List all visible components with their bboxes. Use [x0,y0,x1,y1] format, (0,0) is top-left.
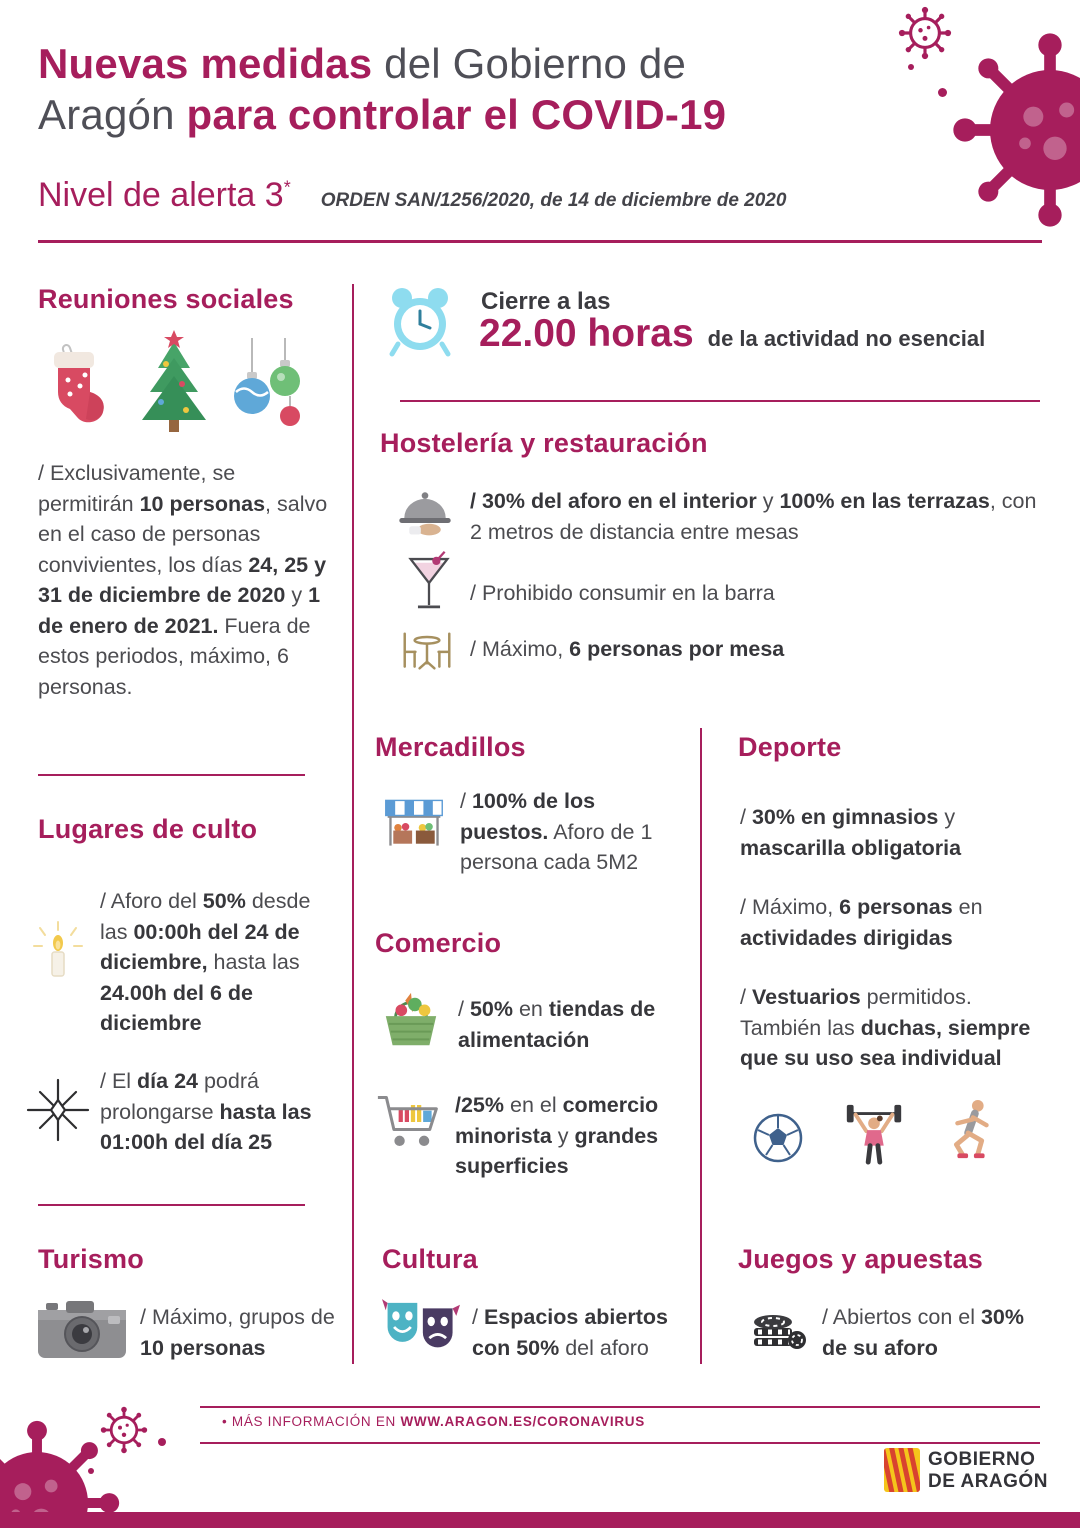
turismo-text: / Máximo, grupos de 10 personas [140,1305,335,1360]
market-stall-icon [382,792,446,854]
virus-icon [950,30,1080,230]
logo-line2: DE ARAGÓN [928,1470,1048,1492]
cocktail-icon [406,548,452,618]
page-title-line1: Nuevas medidas del Gobierno de [38,40,687,87]
alert-row [38,176,786,215]
comercio-item-1: / 50% en tiendas de alimentación [458,997,656,1052]
section-heading-hosteleria: Hostelería y restauración [380,428,708,458]
hosteleria-item-1: / 30% del aforo en el interior y 100% en las terrazas, con 2 metros de distancia entre mesas [470,489,1037,544]
reuniones-text: / Exclusivamente, se permitirán 10 personas, salvo en el caso de personas convivientes, los días 24, 25 y 31 de diciembre de 2020 y 1 de enero de 2021. Fuera de estos periodos, máximo, 6 personas. [38,461,328,699]
footer-rule-bottom [200,1442,1040,1444]
deporte-item-2: / Máximo, 6 personas en actividades dirigidas [740,895,983,950]
decor-dot [158,1438,166,1446]
section-heading-reuniones: Reuniones sociales [38,284,294,314]
camera-icon [36,1296,128,1362]
divider-vertical-left [352,284,354,1364]
culto-text-1: / Aforo del 50% desde las 00:00h del 24 de diciembre, hasta las 24.00h del 6 de diciembre [100,889,311,1036]
closing-tail: de la actividad no esencial [707,326,986,351]
section-heading-mercadillos: Mercadillos [375,732,526,762]
closing-lead: Cierre a las [481,288,611,315]
alert-level: Nivel de alerta 3* [38,176,291,214]
decor-dot [938,88,947,97]
closing-time-row [479,312,985,356]
divider [400,400,1040,402]
virus-outline-icon [898,6,952,60]
christmas-tree-icon [128,328,220,436]
divider [38,774,305,776]
section-heading-deporte: Deporte [738,732,842,762]
gobierno-aragon-logo [928,1449,1048,1493]
closing-time: 22.00 horas [479,312,694,355]
runner-icon [942,1098,1000,1164]
soccer-ball-icon [752,1112,804,1164]
alert-asterisk: * [283,177,291,198]
section-heading-turismo: Turismo [38,1244,144,1274]
decor-dot [908,64,914,70]
section-heading-comercio: Comercio [375,928,502,958]
divider-vertical-right [700,728,702,1364]
section-heading-culto: Lugares de culto [38,814,258,844]
christmas-baubles-icon [228,338,308,438]
bottom-bar [0,1512,1080,1528]
mercadillos-text: / 100% de los puestos. Aforo de 1 persona cada 5M2 [460,789,653,875]
shopping-cart-icon [376,1090,442,1154]
logo-line1: GOBIERNO [928,1449,1036,1470]
divider [38,1204,305,1206]
hosteleria-item-3: / Máximo, 6 personas por mesa [470,637,785,661]
footer-rule-top [200,1406,1040,1408]
christmas-stocking-icon [40,342,112,434]
alarm-clock-icon [382,282,458,358]
weightlifting-icon [842,1100,906,1166]
theater-masks-icon [382,1298,460,1356]
header-rule [38,240,1042,243]
deporte-item-3: / Vestuarios permitidos. También las duchas, siempre que su uso sea individual [740,985,1031,1071]
deporte-item-1: / 30% en gimnasios y mascarilla obligatoria [740,805,962,860]
juegos-text: / Abiertos con el 30% de su aforo [822,1305,1024,1360]
aragon-flag-icon [884,1448,920,1492]
star-icon [26,1078,90,1142]
section-heading-juegos: Juegos y apuestas [738,1244,984,1274]
section-heading-cultura: Cultura [382,1244,478,1274]
grocery-basket-icon [380,990,442,1050]
comercio-item-2: /25% en el comercio minorista y grandes superficies [455,1093,659,1179]
footer-info: • MÁS INFORMACIÓN EN WWW.ARAGON.ES/CORONAVIRUS [222,1414,645,1429]
culto-text-2: / El día 24 podrá prolongarse hasta las 01:00h del día 25 [100,1069,312,1155]
table-chairs-icon [394,628,460,674]
decor-dot [88,1468,94,1474]
page-title [38,38,868,140]
candle-icon [24,916,92,984]
order-reference: ORDEN SAN/1256/2020, de 14 de diciembre de 2020 [320,190,787,211]
cultura-text: / Espacios abiertos con 50% del aforo [472,1305,668,1360]
page-title-line2: Aragón para controlar el COVID-19 [38,91,727,139]
poker-chips-icon [748,1298,806,1356]
serving-dish-icon [396,488,454,538]
hosteleria-item-2: / Prohibido consumir en la barra [470,581,775,605]
